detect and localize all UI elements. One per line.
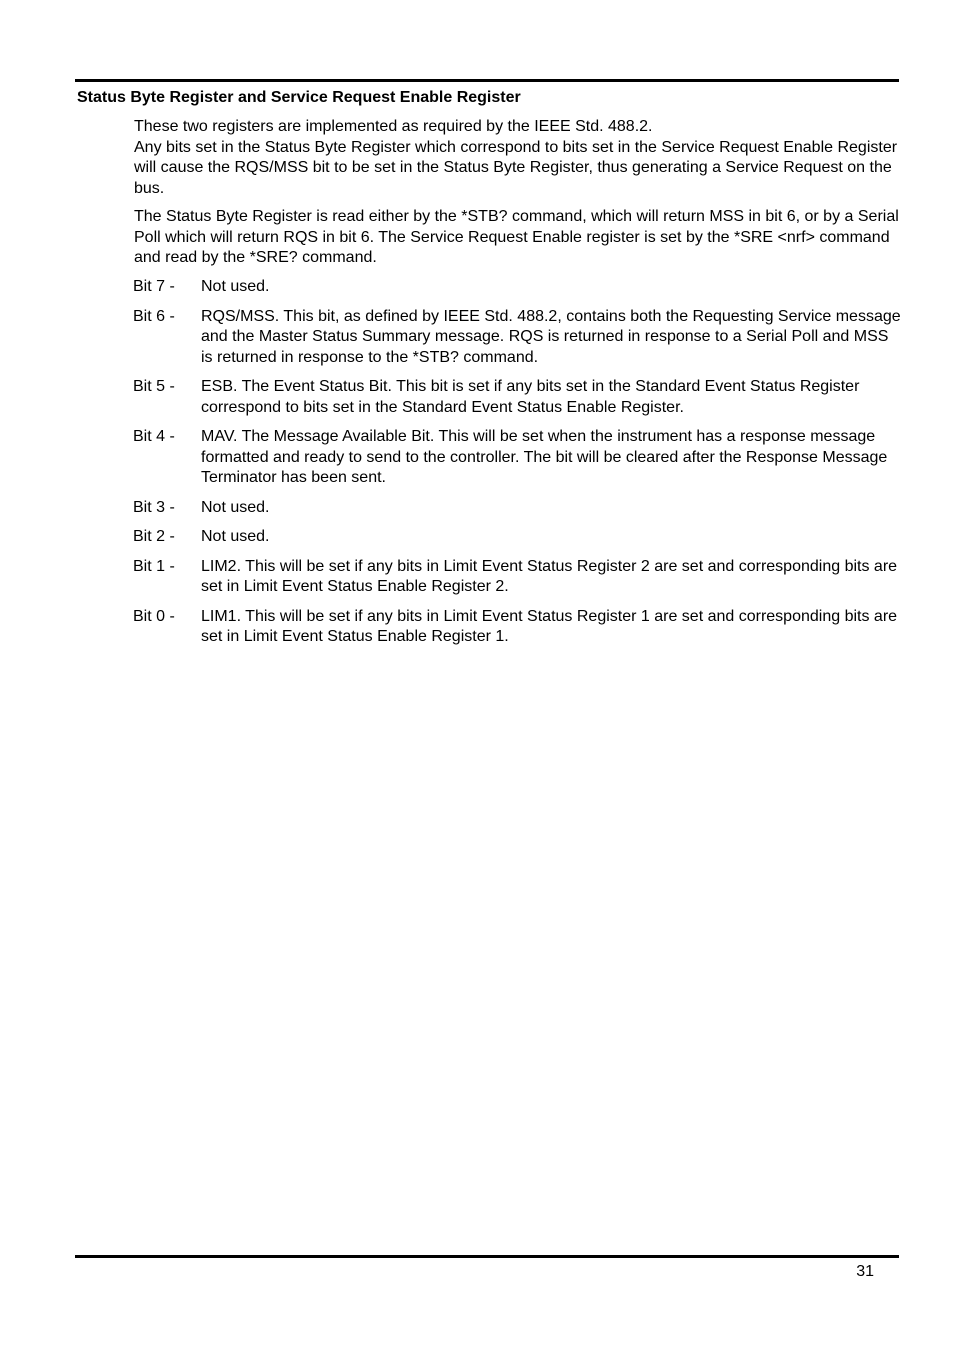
bit-description: ESB. The Event Status Bit. This bit is set if any bits set in the Standard Event Status Register correspond to bits set in the Standard Event Status Enable Register. [201,378,860,416]
bit-5-item [133,377,903,418]
bit-description: Not used. [201,528,270,545]
bit-description: Not used. [201,498,270,516]
top-rule [75,79,899,82]
status-byte-paragraph: The Status Byte Register is read either by the *STB? command, which will return MSS in bit 6, or by a Serial Poll which will return RQS in bit 6. The Service Request Enable register is set by the *SRE <nrf> command and read by the *SRE? command. [134,208,899,266]
page-number: 31 [856,1263,874,1280]
bit-label: Bit 3 - [133,498,175,516]
bit-2-item [133,527,903,548]
bit-label: Bit 7 - [133,278,175,295]
bit-label: Bit 1 - [133,557,175,575]
bit-6-item [133,307,903,369]
intro-line-1: These two registers are implemented as required by the IEEE Std. 488.2. [134,118,653,135]
bit-description: LIM1. This will be set if any bits in Limit Event Status Register 1 are set and corresponding bits are set in Limit Event Status Enable Register 1. [201,607,898,645]
intro-line-2: Any bits set in the Status Byte Register which correspond to bits set in the Service Request Enable Register will cause the RQS/MSS bit to be set in the Status Byte Register, thus generating a Service Request on the bus. [134,138,898,197]
bit-0-item [133,607,903,648]
bit-description: Not used. [201,278,270,295]
bit-label: Bit 0 - [133,607,175,625]
bit-description: MAV. The Message Available Bit. This will be set when the instrument has a response message formatted and ready to send to the controller. The bit will be cleared after the Response Message Terminator has been sent. [201,428,888,486]
bit-7-item [133,277,903,298]
intro-paragraph [134,117,900,199]
bit-3-item [133,498,903,519]
bit-label: Bit 6 - [133,307,175,325]
bit-4-item [133,427,903,489]
bit-label: Bit 5 - [133,378,175,395]
bottom-rule [75,1255,899,1258]
bit-definition-list [133,277,903,657]
bit-label: Bit 2 - [133,528,175,545]
section-heading: Status Byte Register and Service Request Enable Register [77,89,521,106]
bit-label: Bit 4 - [133,428,175,445]
bit-description: RQS/MSS. This bit, as defined by IEEE Std. 488.2, contains both the Requesting Service message and the Master Status Summary message. RQS is returned in response to a Serial Poll and MSS is returned in response to the *STB? command. [201,307,901,366]
bit-1-item [133,557,903,598]
bit-description: LIM2. This will be set if any bits in Limit Event Status Register 2 are set and corresponding bits are set in Limit Event Status Enable Register 2. [201,557,898,595]
